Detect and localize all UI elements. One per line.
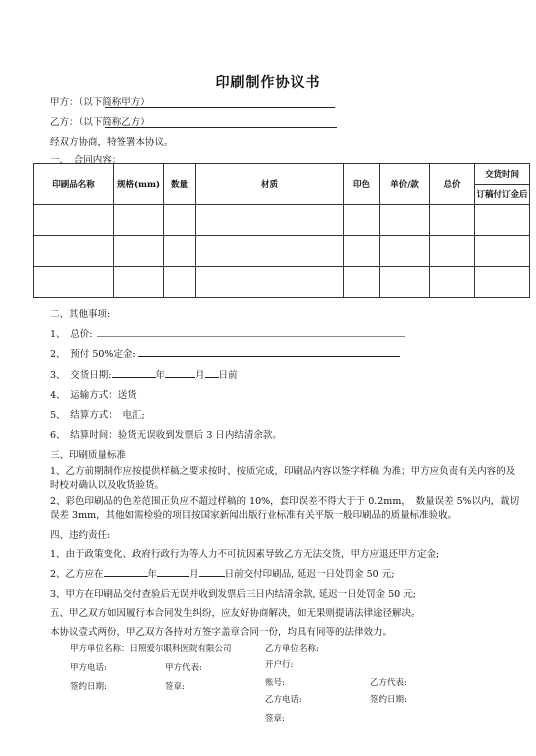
party-b-phone-label: 乙方电话: (265, 695, 302, 705)
table-cell[interactable] (196, 236, 344, 267)
table-cell[interactable] (34, 236, 114, 267)
intro-text: 经双方协商，特签署本协议。 (50, 137, 174, 148)
table-cell[interactable] (34, 205, 114, 236)
table-cell[interactable] (114, 267, 164, 298)
party-a-phone-label: 甲方电话: (70, 663, 107, 673)
table-row (34, 205, 530, 236)
col-header: 材质 (196, 164, 344, 205)
table-cell[interactable] (344, 205, 380, 236)
table-header-row (34, 164, 530, 205)
section-breach: 四、违约责任: (50, 530, 111, 541)
table-cell[interactable] (164, 236, 196, 267)
col-header: 总价 (430, 164, 475, 205)
table-cell[interactable] (114, 205, 164, 236)
total-price-underline (97, 336, 405, 337)
party-b-line: 乙方：（以下简称乙方） (50, 117, 150, 128)
table-cell[interactable] (475, 236, 530, 267)
table-cell[interactable] (475, 205, 530, 236)
table-cell[interactable] (430, 236, 475, 267)
contract-table (33, 163, 530, 298)
party-b-unit-name: 乙方单位名称: (265, 644, 319, 654)
party-a-underline (105, 107, 335, 108)
table-row (34, 236, 530, 267)
table-cell[interactable] (344, 267, 380, 298)
document-title: 印刷制作协议书 (215, 75, 321, 91)
party-a-seal-label: 签章: (165, 682, 185, 692)
bank-label: 开户行: (265, 660, 294, 670)
item-settlement-time: 6、 结算时间：验货无误收到发票后 3 日内结清余款。 (50, 430, 282, 441)
item-delivery-date: 3、 交货日期: 年 月 日前 (50, 370, 238, 381)
table-cell[interactable] (34, 267, 114, 298)
breach-2: 2、乙方应在 年 月 日前交付印刷品, 延迟一日处罚金 50 元; (50, 569, 395, 580)
table-cell[interactable] (196, 205, 344, 236)
col-header-delivery (475, 164, 530, 205)
table-cell[interactable] (114, 236, 164, 267)
party-b-date-label: 签约日期: (370, 695, 407, 705)
item-transport: 4、 运输方式：送货 (50, 390, 137, 401)
table-cell[interactable] (380, 236, 430, 267)
table-cell[interactable] (475, 267, 530, 298)
party-a-date-label: 签约日期: (70, 682, 107, 692)
col-header: 数量 (164, 164, 196, 205)
table-cell[interactable] (430, 205, 475, 236)
breach-1: 1、由于政策变化、政府行政行为等人力不可抗因素导致乙方无法交货，甲方应退还甲方定金; (50, 549, 440, 560)
table-cell[interactable] (380, 267, 430, 298)
delivery-time-label: 交货时间 (475, 164, 529, 185)
item-total-price: 1、 总价: (50, 329, 93, 340)
party-b-rep-label: 乙方代表: (370, 678, 407, 688)
table-row (34, 267, 530, 298)
table-cell[interactable] (164, 267, 196, 298)
account-label: 账号: (265, 678, 285, 688)
breach-3: 3、甲方在印刷品交付查验后无误并收到发票后三日内结清余款, 延迟一日处罚金 50 元; (50, 589, 416, 600)
party-a-rep-label: 甲方代表: (165, 663, 202, 673)
party-a-line: 甲方：（以下简称甲方） (50, 97, 150, 108)
closing-clause: 本协议壹式两份，甲乙双方各持对方签字盖章合同一份，均具有同等的法律效力。 (50, 627, 393, 638)
delivery-after-label: 订稿付订金后 (476, 190, 528, 201)
quality-standard-2: 2、彩色印刷品的色差范围正负应不超过样稿的 10%，套印误差不得大于于 0.2mm， 数量误差 5%以内，裁切误差 3mm，其他如需检验的项目按国家新闻出版行业标准有关平版一般印刷品的质量标准验收。 (50, 496, 520, 521)
section-contract-content: 一、 合同内容： (50, 155, 122, 166)
party-a-unit-name: 甲方单位名称：日照爱尔眼科医院有限公司 (70, 644, 232, 654)
col-header: 单价/款 (380, 164, 430, 205)
table-cell[interactable] (164, 205, 196, 236)
item-deposit: 2、 预付 50%定金: (50, 349, 136, 360)
deposit-underline (138, 356, 400, 357)
table-cell[interactable] (196, 267, 344, 298)
dispute-clause: 五、甲乙双方如因履行本合同发生纠纷，应友好协商解决，如无果则提请法律途径解决。 (50, 608, 421, 619)
table-cell[interactable] (380, 205, 430, 236)
table-cell[interactable] (430, 267, 475, 298)
party-b-seal-label: 签章: (265, 714, 285, 724)
section-other-matters: 二、其他事项: (50, 309, 111, 320)
section-quality: 三、印刷质量标准 (50, 450, 127, 461)
quality-standard-1: 1、乙方前期制作应按提供样稿之要求按时、按质完成，印刷品内容以签字样稿 为准；甲方应负责有关内容的及时校对确认以及收货验货。 (50, 466, 516, 491)
col-header: 规格(mm) (114, 164, 164, 205)
table-cell[interactable] (344, 236, 380, 267)
col-header: 印刷品名称 (34, 164, 114, 205)
col-header: 印色 (344, 164, 380, 205)
item-settlement-method: 5、 结算方式： 电汇; (50, 410, 145, 421)
party-b-underline (105, 127, 337, 128)
